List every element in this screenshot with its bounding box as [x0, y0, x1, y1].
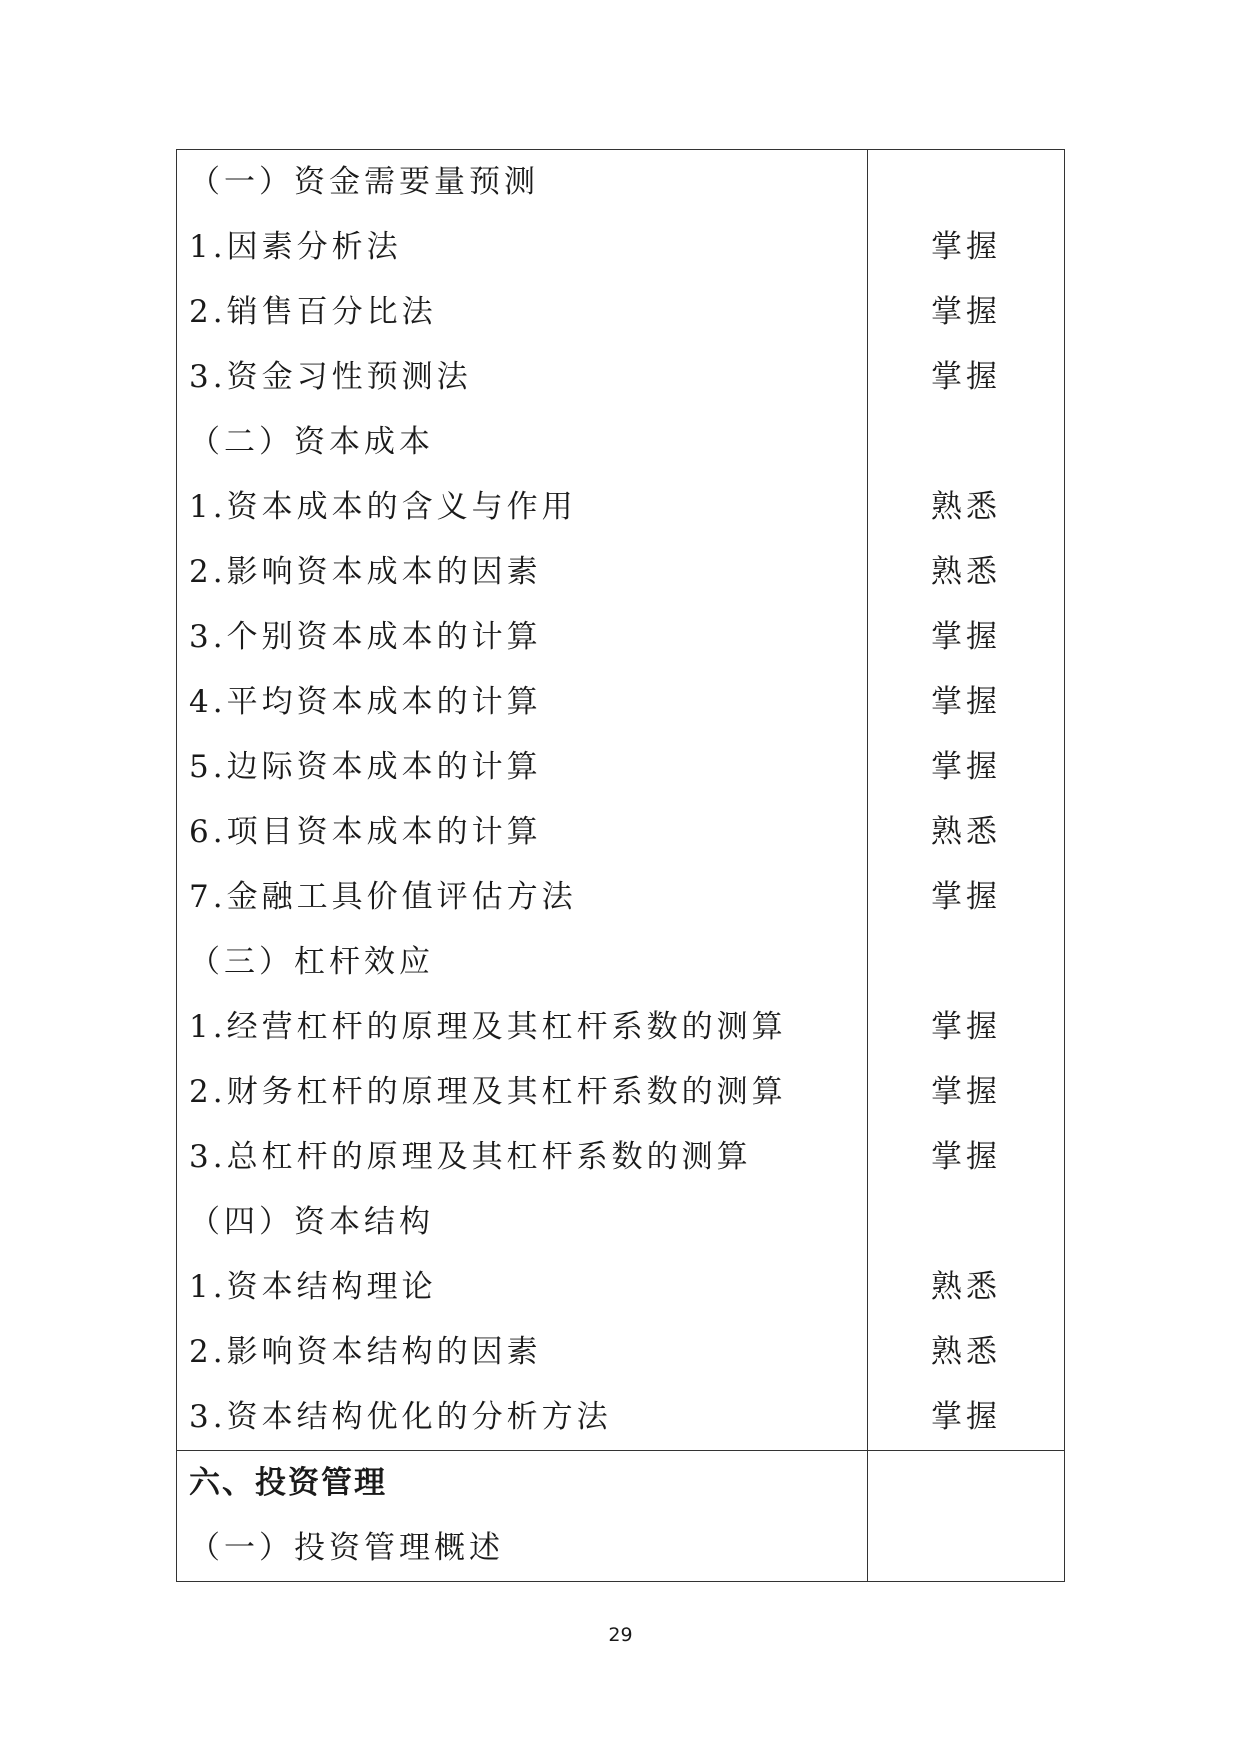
topic-item: 2.影响资本成本的因素 [189, 554, 542, 590]
topic-item: 7.金融工具价值评估方法 [189, 879, 577, 915]
level-cell: 掌握 [931, 749, 1001, 785]
topic-item: 3.个别资本成本的计算 [189, 619, 542, 655]
level-cell: 掌握 [931, 1399, 1001, 1435]
level-cell: 掌握 [931, 1074, 1001, 1110]
level-cell: 掌握 [931, 359, 1001, 395]
topic-item: 3.资金习性预测法 [189, 359, 472, 395]
level-cell [868, 930, 1064, 995]
topic-item: 1.资本结构理论 [189, 1269, 437, 1305]
topic-item: 3.资本结构优化的分析方法 [189, 1399, 612, 1435]
level-column [868, 1451, 1065, 1582]
topic-item: 4.平均资本成本的计算 [189, 684, 542, 720]
section-heading: （三）杠杆效应 [189, 944, 434, 980]
table-section [177, 1451, 1065, 1582]
topic-item: 2.销售百分比法 [189, 294, 437, 330]
topic-item: 1.经营杠杆的原理及其杠杆系数的测算 [189, 1009, 787, 1045]
topic-column [177, 1451, 868, 1582]
section-heading: （一）投资管理概述 [189, 1530, 504, 1566]
table-section [177, 150, 1065, 1451]
topic-column [177, 150, 868, 1451]
level-cell: 掌握 [931, 1139, 1001, 1175]
section-heading: （二）资本成本 [189, 424, 434, 460]
level-cell: 掌握 [931, 684, 1001, 720]
level-cell [868, 150, 1064, 215]
level-cell: 熟悉 [931, 1269, 1001, 1305]
section-heading: （一）资金需要量预测 [189, 164, 539, 200]
topic-item: 2.财务杠杆的原理及其杠杆系数的测算 [189, 1074, 787, 1110]
section-heading: （四）资本结构 [189, 1204, 434, 1240]
topic-item: 5.边际资本成本的计算 [189, 749, 542, 785]
level-cell: 掌握 [931, 229, 1001, 265]
level-cell [868, 1516, 1064, 1581]
level-cell: 掌握 [931, 1009, 1001, 1045]
level-cell [868, 1451, 1064, 1516]
level-column [868, 150, 1065, 1451]
chapter-heading: 六、投资管理 [189, 1465, 387, 1501]
topic-item: 1.因素分析法 [189, 229, 402, 265]
topic-item: 6.项目资本成本的计算 [189, 814, 542, 850]
level-cell [868, 1190, 1064, 1255]
level-cell: 掌握 [931, 294, 1001, 330]
level-cell [868, 410, 1064, 475]
page-number: 29 [608, 1624, 633, 1646]
level-cell: 掌握 [931, 879, 1001, 915]
level-cell: 掌握 [931, 619, 1001, 655]
level-cell: 熟悉 [931, 814, 1001, 850]
level-cell: 熟悉 [931, 489, 1001, 525]
level-cell: 熟悉 [931, 554, 1001, 590]
topic-item: 2.影响资本结构的因素 [189, 1334, 542, 1370]
level-cell: 熟悉 [931, 1334, 1001, 1370]
syllabus-table [176, 149, 1065, 1582]
topic-item: 1.资本成本的含义与作用 [189, 489, 577, 525]
topic-item: 3.总杠杆的原理及其杠杆系数的测算 [189, 1139, 752, 1175]
